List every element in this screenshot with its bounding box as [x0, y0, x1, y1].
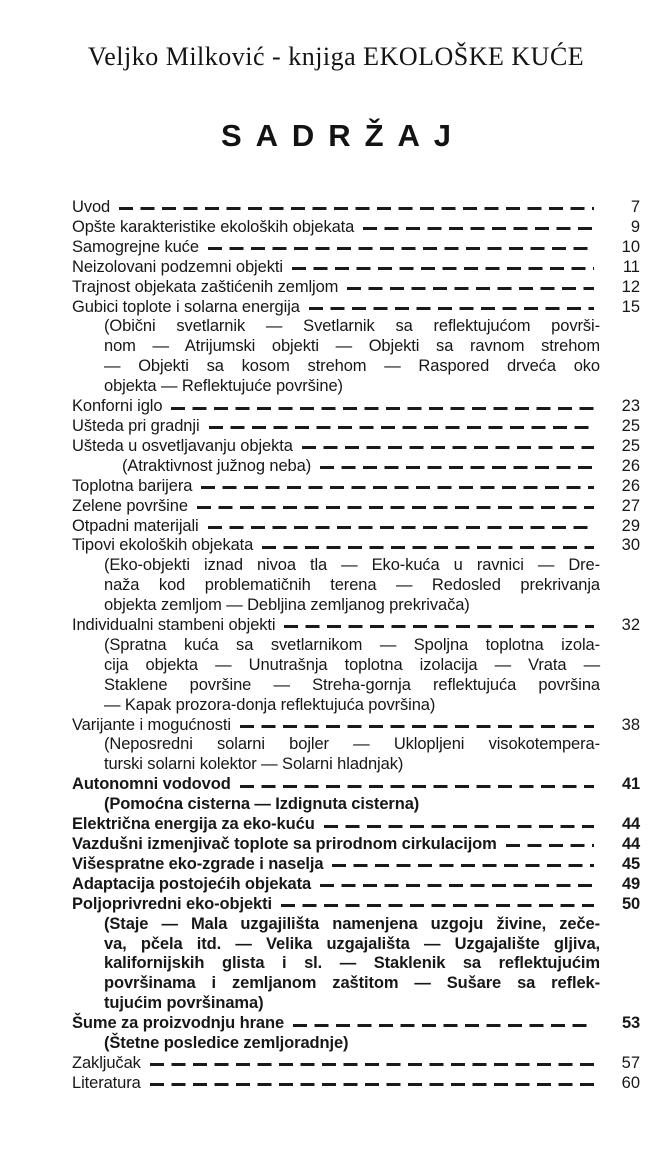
- toc-entry: [72, 278, 640, 298]
- toc-entry-title: Zelene površine: [72, 496, 188, 515]
- toc-sub-topic-line: turski solarni kolektor — Solarni hladnjak): [104, 755, 404, 774]
- toc-sub-topics: [104, 1034, 600, 1054]
- toc-entry: [72, 437, 640, 457]
- toc-entry-title: Poljoprivredni eko-objekti: [72, 894, 273, 913]
- toc-sub-topic-line: — Objekti sa kosom strehom — Raspored drveća oko: [104, 357, 600, 376]
- toc-sub-topic-line: objekta zemljom — Debljina zemljanog prekrivača): [104, 596, 470, 615]
- toc-entry-page-number: 45: [622, 854, 640, 873]
- toc-sub-topic-line: (Neposredni solarni bojler — Uklopljeni visokotempera-: [104, 735, 600, 754]
- book-header-text: Veljko Milković - knjiga EKOLOŠKE KUĆE: [87, 42, 585, 71]
- dash-leader: [293, 1024, 594, 1027]
- toc-sub-topic-line: kalifornijskih glista i sl. — Staklenik sa reflektujućim: [104, 954, 600, 973]
- toc-entry: [72, 855, 640, 875]
- toc-entry-page-number: 60: [621, 1073, 640, 1092]
- toc-entry: [72, 815, 640, 835]
- toc-entry-page-number: 11: [622, 257, 640, 276]
- toc-entry: [72, 875, 640, 895]
- toc-entry-page-number: 26: [621, 476, 640, 495]
- dash-leader: [347, 287, 594, 290]
- toc-entry-page-number: 9: [630, 217, 640, 236]
- toc-entry-page-number: 25: [621, 416, 640, 435]
- toc-sub-topic-line: (Eko-objekti iznad nivoa tla — Eko-kuća u ravnici — Dre-: [104, 556, 600, 575]
- toc-entry-page-number: 27: [621, 496, 640, 515]
- toc-entry-page-number: 23: [621, 397, 640, 416]
- toc-entry-page-number: 12: [621, 277, 640, 296]
- toc-entry: [72, 775, 640, 795]
- toc-entry-page-number: 44: [622, 835, 640, 853]
- toc-entry-page-number: 30: [621, 536, 640, 555]
- toc-entry: [72, 218, 640, 238]
- toc-entry: [72, 517, 640, 537]
- toc-sub-topic-line: (Pomoćna cisterna — Izdignuta cisterna): [104, 795, 420, 814]
- toc-entry-title: Električna energija za eko-kuću: [72, 815, 315, 834]
- toc-entry-page-number: 10: [621, 237, 640, 256]
- dash-leader: [506, 844, 594, 847]
- toc-entry-page-number: 7: [630, 198, 640, 216]
- toc-sub-topic-line: (Štetne posledice zemljoradnje): [104, 1034, 349, 1053]
- toc-entry-title: Ušteda pri gradnji: [72, 416, 200, 435]
- dash-leader: [320, 466, 594, 469]
- toc-entry: [72, 616, 640, 636]
- toc-sub-topic-line: (Staje — Mala uzgajilišta namenjena uzgoju živine, zeče-: [104, 914, 600, 933]
- toc-entry: [72, 835, 640, 855]
- dash-leader: [208, 526, 594, 529]
- toc-entry: [72, 1014, 640, 1034]
- dash-leader: [324, 825, 594, 828]
- toc-sub-topics: [104, 735, 600, 775]
- toc-sub-topic-line: (Obični svetlarnik — Svetlarnik sa reflektujućom površi-: [104, 317, 600, 336]
- dash-leader: [262, 546, 594, 549]
- toc-entry: [72, 716, 640, 736]
- toc-sub-topics: [104, 915, 600, 1015]
- toc-sub-topics: [104, 317, 600, 397]
- toc-entry-title: Ušteda u osvetljavanju objekta: [72, 436, 293, 455]
- toc-sub-topic-line: va, pčela itd. — Velika uzgajališta — Uzgajalište gljiva,: [104, 934, 600, 953]
- toc-entry-title: Individualni stambeni objekti: [72, 616, 276, 635]
- toc-sub-topic-line: — Kapak prozora-donja reflektujuća površina): [104, 695, 436, 714]
- toc-entry-title: Varijante i mogućnosti: [72, 715, 231, 734]
- toc-sub-topic-line: naža kod problematičnih terena — Redosled prekrivanja: [104, 576, 600, 595]
- toc-sub-topics: [104, 795, 600, 815]
- toc-entry-page-number: 29: [621, 516, 640, 535]
- toc-entry-title: Opšte karakteristike ekoloških objekata: [72, 217, 355, 236]
- toc-entry-title: Autonomni vodovod: [72, 775, 231, 794]
- toc-entry-title: Literatura: [72, 1073, 141, 1092]
- toc-entry: [72, 1074, 640, 1094]
- dash-leader: [292, 267, 594, 270]
- toc-entry-title: Šume za proizvodnju hrane: [72, 1014, 285, 1033]
- toc-entry-title: (Atraktivnost južnog neba): [122, 456, 312, 475]
- dash-leader: [201, 486, 594, 489]
- toc-entry-title: Toplotna barijera: [72, 476, 193, 495]
- toc-entry-page-number: 44: [622, 815, 640, 834]
- toc-entry-title: Samogrejne kuće: [72, 237, 199, 256]
- toc-entry-title: Adaptacija postojećih objekata: [72, 874, 312, 893]
- toc-entry-title: Tipovi ekoloških objekata: [72, 536, 254, 555]
- page-title: SADRŽAJ: [220, 118, 465, 153]
- dash-leader: [150, 1063, 594, 1066]
- toc-entry: [72, 238, 640, 258]
- toc-entry-page-number: 26: [621, 456, 640, 475]
- toc-entry: [72, 258, 640, 278]
- toc-entry-title: Gubici toplote i solarna energija: [72, 297, 300, 316]
- toc-entry: [72, 477, 640, 497]
- dash-leader: [284, 625, 594, 628]
- toc-entry: [72, 298, 640, 318]
- toc-entry: [72, 397, 640, 417]
- toc-sub-topic-line: objekta — Reflektujuće površine): [104, 377, 343, 396]
- toc-sub-topics: [104, 636, 600, 716]
- toc-entry-page-number: 15: [621, 297, 640, 316]
- toc-entry-title: Vazdušni izmenjivač toplote sa prirodnom cirkulacijom: [72, 835, 497, 853]
- dash-leader: [240, 785, 594, 788]
- toc-entry: [72, 536, 640, 556]
- dash-leader: [209, 426, 594, 429]
- toc-sub-topic-line: površinama i zemljanom zaštitom — Sušare sa reflek-: [104, 974, 600, 993]
- toc-entry-title: Otpadni materijali: [72, 516, 199, 535]
- toc-entry-page-number: 57: [621, 1053, 640, 1072]
- dash-leader: [208, 247, 594, 250]
- dash-leader: [309, 307, 594, 310]
- toc-sub-topic-line: (Spratna kuća sa svetlarnikom — Spoljna toplotna izola-: [104, 635, 600, 654]
- dash-leader: [363, 227, 594, 230]
- toc-entry-title: Konforni iglo: [72, 397, 163, 416]
- dash-leader: [119, 207, 594, 210]
- toc-entry-page-number: 49: [622, 874, 640, 893]
- toc-sub-topic-line: cija objekta — Unutrašnja toplotna izolacija — Vrata —: [104, 655, 600, 674]
- dash-leader: [171, 407, 594, 410]
- toc-entry-page-number: 25: [621, 436, 640, 455]
- toc-entry-page-number: 41: [622, 775, 640, 794]
- toc-entry: [72, 497, 640, 517]
- dash-leader: [197, 506, 594, 509]
- toc-entry-title: Višespratne eko-zgrade i naselja: [72, 854, 324, 873]
- toc-entry-page-number: 53: [622, 1014, 640, 1033]
- toc-entry: [72, 1054, 640, 1074]
- toc-entry-page-number: 38: [621, 715, 640, 734]
- dash-leader: [281, 904, 594, 907]
- toc-sub-topic-line: nom — Atrijumski objekti — Objekti sa ravnom strehom: [104, 337, 600, 356]
- dash-leader: [332, 864, 594, 867]
- dash-leader: [150, 1083, 594, 1086]
- toc-entry-title: Zaključak: [72, 1053, 141, 1072]
- toc-entry: [72, 417, 640, 437]
- toc-sub-topic-line: Staklene površine — Streha-gornja reflektujuća površina: [104, 675, 600, 694]
- toc-entry: [72, 457, 640, 477]
- dash-leader: [302, 446, 594, 449]
- dash-leader: [320, 884, 594, 887]
- toc-entry-title: Trajnost objekata zaštićenih zemljom: [72, 277, 339, 296]
- toc-entry-page-number: 50: [622, 894, 640, 913]
- toc-entry-title: Uvod: [72, 198, 111, 216]
- toc-sub-topic-line: tujućim površinama): [104, 994, 264, 1013]
- toc-entry-title: Neizolovani podzemni objekti: [72, 257, 283, 276]
- toc-entry: [72, 198, 640, 218]
- toc-entry-page-number: 32: [621, 616, 640, 635]
- table-of-contents: [72, 198, 640, 1094]
- toc-sub-topics: [104, 556, 600, 616]
- toc-entry: [72, 895, 640, 915]
- dash-leader: [240, 725, 594, 728]
